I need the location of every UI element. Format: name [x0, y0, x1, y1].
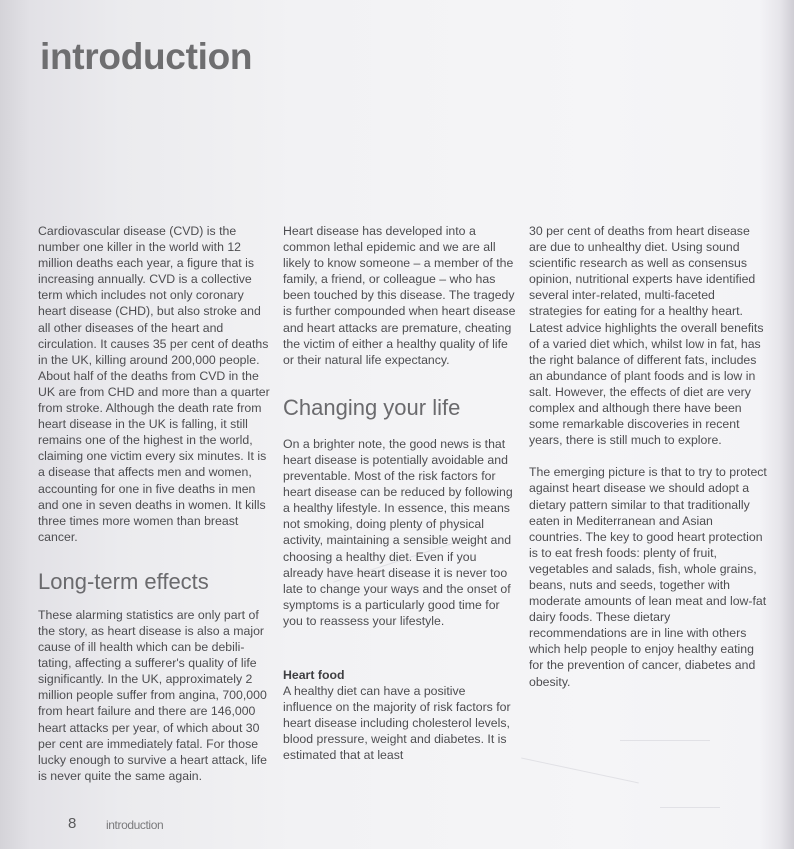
changing-your-life-paragraph: On a brighter note, the good news is that heart disease is potentially avoidable and preventable. Most of the risk factors for heart disease can be reduced by following a healthy lifestyle. In essence, this means not smoking, doing plenty of physical activity, maintaining a sensible weight and choosing a healthy diet. Even if you already have heart disease it is never too late to change your ways and the onset of symptoms is a particularly good time for you to reassess your lifestyle. [283, 436, 513, 628]
subsection-heading-heart-food: Heart food [283, 667, 345, 682]
epidemic-paragraph: Heart disease has developed into a common lethal epidemic and we are all likely to know someone – a member of the family, a friend, or colleague – who has been touched by this disease. The tragedy is further compounded when heart disease and heart attacks are premature, cheating the victim of either a healthy quality of life or their natural life expectancy. [283, 224, 516, 367]
page-number: 8 [68, 815, 77, 832]
background-scratch [620, 740, 710, 741]
background-scratch [660, 807, 720, 808]
long-term-effects-paragraph: These alarming statistics are only part of the story, as heart disease is also a major cause of ill health which can be debili-tating, affecting a sufferer's quality of life significantly. In the UK, approximately 2 million people suffer from angina, 700,000 from heart failure and there are 146,000 heart attacks per year, of which about 30 per cent are immediately fatal. For those lucky enough to survive a heart attack, life is never quite the same again. [38, 607, 267, 783]
diet-research-paragraph: 30 per cent of deaths from heart disease are due to unhealthy diet. Using sound scientific research as well as consensus opinion, nutritional experts have identified several inter-related, multi-faceted strategies for eating for a healthy heart. Latest advice highlights the overall benefits of a varied diet which, whilst low in fat, has the right balance of different fats, includes an abundance of plant foods and is low in salt. However, the effects of diet are very complex and although there have been some remarkable discoveries in recent years, there is still much to explore. [529, 224, 764, 448]
column-1 [38, 223, 270, 784]
section-heading-long-term-effects: Long-term effects [38, 568, 209, 594]
page-title: introduction [40, 36, 253, 77]
intro-paragraph: Cardiovascular disease (CVD) is the number one killer in the world with 12 million deaths each year, a figure that is increasing annually. CVD is a collective term which includes not only coronary heart disease (CHD), but also stroke and all other diseases of the heart and circulation. It causes 35 per cent of deaths in the UK, killing around 200,000 people. About half of the deaths from CVD in the UK are from CHD and more than a quarter from stroke. Although the death rate from heart disease in the UK is falling, it still remains one of the highest in the world, claiming one victim every six minutes. It is a disease that affects men and women, accounting for one in five deaths in men and one in seven deaths in women. It kills three times more women than breast cancer. [38, 224, 270, 544]
column-2 [283, 223, 517, 764]
running-footer: introduction [106, 818, 164, 832]
paragraph-gap [529, 448, 769, 464]
background-scratch [521, 758, 639, 784]
section-heading-changing-your-life: Changing your life [283, 394, 461, 420]
dietary-pattern-paragraph: The emerging picture is that to try to protect against heart disease we should adopt a dietary pattern similar to that traditionally eaten in Mediterranean and Asian countries. The key to good heart protection is to eat fresh foods: plenty of fruit, vegetables and salads, fish, whole grains, beans, nuts and seeds, together with moderate amounts of lean meat and low-fat dairy foods. These dietary recommendations are in line with others which help people to enjoy healthy eating for the prevention of cancer, diabetes and obesity. [529, 465, 767, 689]
heart-food-paragraph: A healthy diet can have a positive influence on the majority of risk factors for heart disease including cholesterol levels, blood pressure, weight and diabetes. It is estimated that at least [283, 684, 511, 763]
column-3 [529, 223, 769, 690]
